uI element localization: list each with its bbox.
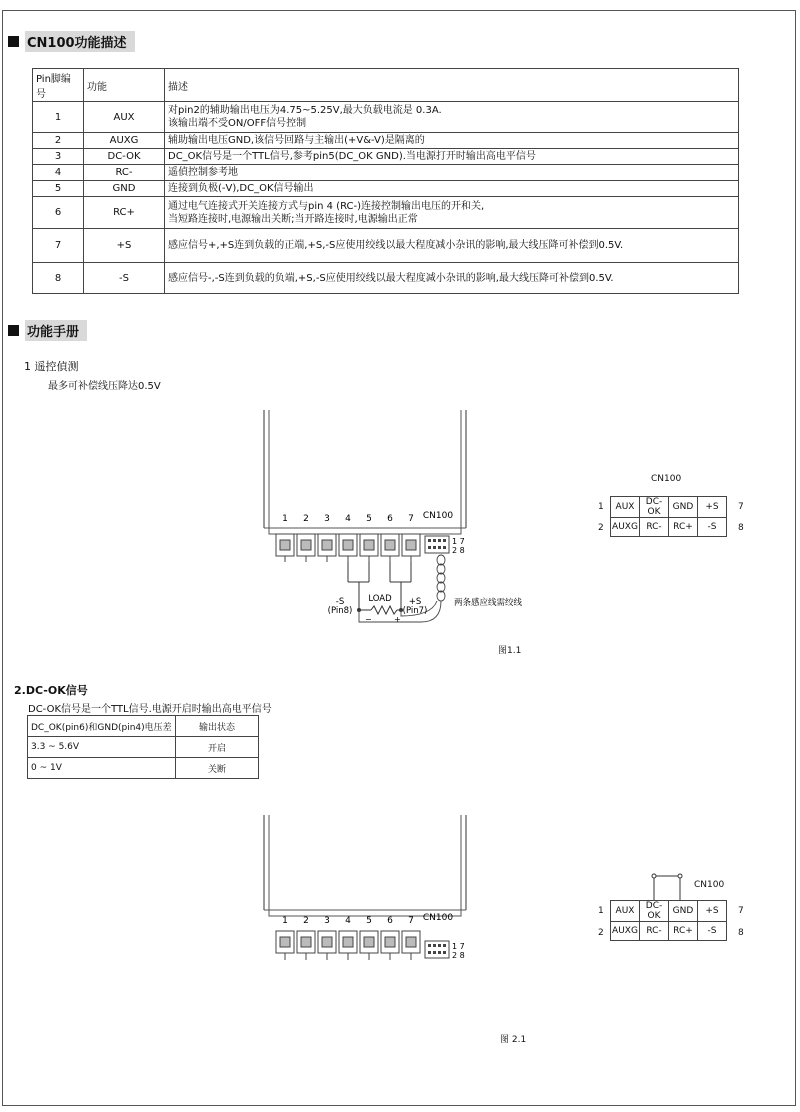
pin-number: 7 [33,229,84,263]
dcok-table [27,715,259,779]
terminal-number: 6 [387,514,393,524]
grid-cell: AUXG [611,518,640,537]
section-title: 功能手册 [25,320,87,341]
plus-s-pin-label: (Pin7) [402,606,428,616]
cn100-pin-grid [610,496,727,537]
connector-side-bottom: 2 8 [452,951,465,960]
plus-s-label: +S [408,597,422,607]
terminal-number: 2 [303,916,309,926]
plus-sign: + [394,615,401,624]
terminal-number: 3 [324,916,330,926]
terminal-number: 5 [366,916,372,926]
table-row [33,149,739,165]
dcok-voltage: 3.3 ~ 5.6V [28,737,176,758]
terminal-number: 5 [366,514,372,524]
load-label: LOAD [368,594,392,604]
terminal-number: 4 [345,916,351,926]
grid-cell: +S [698,901,727,922]
figure-caption: 图1.1 [498,646,522,656]
grid-cell: RC+ [669,922,698,941]
cn100-grid-title: CN100 [694,880,725,890]
pin-function: -S [84,263,165,294]
grid-cell: GND [669,497,698,518]
grid-right-number: 7 [738,906,744,916]
grid-cell: AUX [611,497,640,518]
table-row [28,758,259,779]
figure-caption: 图 2.1 [500,1035,527,1045]
pin-function: GND [84,181,165,197]
section-title: CN100功能描述 [25,31,135,52]
pin-description: 感应信号+,+S连到负载的正端,+S,-S应使用绞线以最大程度减小杂讯的影响,最大线压降可补偿到0.5V. [165,229,739,263]
pin-function: RC+ [84,197,165,229]
pin-number: 2 [33,133,84,149]
terminal-number: 1 [282,514,288,524]
remote-sense-diagram [255,410,555,630]
terminal-number: 1 [282,916,288,926]
cn100-pin-grid [610,900,727,941]
table-row [33,102,739,133]
section-header-cn100 [8,31,135,52]
bullet-square-icon [8,36,19,47]
dcok-voltage: 0 ~ 1V [28,758,176,779]
remote-sense-title: 1 遥控偵测 [24,360,79,373]
dcok-header-voltage: DC_OK(pin6)和GND(pin4)电压差 [28,716,176,737]
terminal-number: 4 [345,514,351,524]
grid-cell: DC-OK [640,497,669,518]
grid-cell: GND [669,901,698,922]
terminal-number: 7 [408,514,414,524]
grid-left-number: 2 [598,523,604,533]
pin-number: 8 [33,263,84,294]
grid-cell: -S [698,922,727,941]
table-row [33,263,739,294]
minus-s-label: -S [335,597,345,607]
pin-description: 遥偵控制参考地 [165,165,739,181]
pin-number: 5 [33,181,84,197]
twist-note: 两条感应线需绞线 [454,598,523,608]
bullet-square-icon [8,325,19,336]
cn100-grid-title: CN100 [651,474,682,484]
connector-label: CN100 [422,511,454,521]
table-row [33,165,739,181]
grid-cell: RC+ [669,518,698,537]
grid-cell: RC- [640,922,669,941]
table-row [33,229,739,263]
grid-left-number: 2 [598,928,604,938]
grid-cell: AUXG [611,922,640,941]
pin-number: 3 [33,149,84,165]
grid-cell: +S [698,497,727,518]
pin-number: 6 [33,197,84,229]
pin-description: 对pin2的辅助输出电压为4.75~5.25V,最大负载电流是 0.3A. 该输出端不受ON/OFF信号控制 [165,102,739,133]
dcok-title: 2.DC-OK信号 [14,684,88,697]
remote-sense-desc: 最多可补偿线压降达0.5V [48,381,161,392]
dcok-header-status: 输出状态 [176,716,259,737]
grid-left-number: 1 [598,906,604,916]
grid-right-number: 8 [738,928,744,938]
minus-sign: − [365,615,372,624]
grid-cell: DC-OK [640,901,669,922]
connector-label: CN100 [422,913,454,923]
col-header-pin: Pin脚编号 [33,69,84,102]
pin-function: RC- [84,165,165,181]
col-header-desc: 描述 [165,69,739,102]
grid-right-number: 8 [738,523,744,533]
grid-cell: AUX [611,901,640,922]
terminal-number: 6 [387,916,393,926]
pin-function: +S [84,229,165,263]
pin-description: 连接到负极(-V),DC_OK信号输出 [165,181,739,197]
pin-description: 感应信号-,-S连到负载的负端,+S,-S应使用绞线以最大程度减小杂讯的影响,最大线压降可补偿到0.5V. [165,263,739,294]
table-row [33,181,739,197]
pin-function: AUXG [84,133,165,149]
table-row [33,197,739,229]
terminal-number: 2 [303,514,309,524]
pin-number: 1 [33,102,84,133]
pin-table [32,68,739,294]
grid-left-number: 1 [598,502,604,512]
grid-cell: -S [698,518,727,537]
connector-side-top: 1 7 [452,537,465,546]
switch-icon [648,870,688,900]
pin-description: DC_OK信号是一个TTL信号,参考pin5(DC_OK GND).当电源打开时输出高电平信号 [165,149,739,165]
section-header-manual [8,320,87,341]
pin-description: 通过电气连接式开关连接方式与pin 4 (RC-)连接控制输出电压的开和关, 当短路连接时,电源输出关断;当开路连接时,电源输出正常 [165,197,739,229]
pin-number: 4 [33,165,84,181]
dcok-status: 开启 [176,737,259,758]
dcok-desc: DC-OK信号是一个TTL信号.电源开启时输出高电平信号 [28,704,272,715]
pin-description: 辅助输出电压GND,该信号回路与主输出(+V&-V)是隔离的 [165,133,739,149]
minus-s-pin-label: (Pin8) [327,606,353,616]
table-row [33,133,739,149]
terminal-number: 7 [408,916,414,926]
terminal-number: 3 [324,514,330,524]
pin-function: AUX [84,102,165,133]
grid-right-number: 7 [738,502,744,512]
grid-cell: RC- [640,518,669,537]
connector-side-top: 1 7 [452,942,465,951]
connector-side-bottom: 2 8 [452,546,465,555]
dcok-diagram [255,815,485,975]
col-header-function: 功能 [84,69,165,102]
dcok-status: 关断 [176,758,259,779]
table-row [28,737,259,758]
pin-function: DC-OK [84,149,165,165]
